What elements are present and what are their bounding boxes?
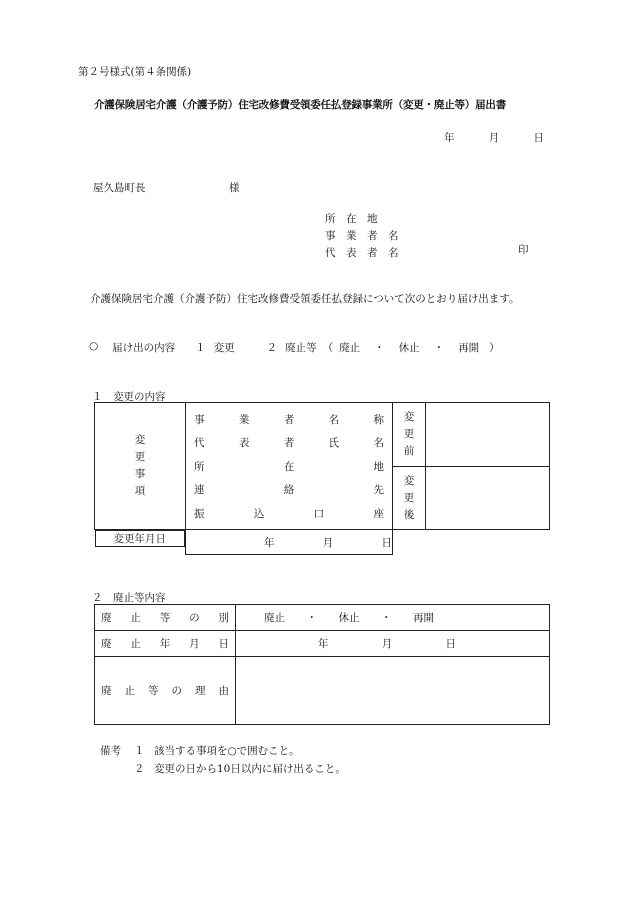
type-option-suspend[interactable]: 休止	[338, 612, 360, 624]
submission-date	[444, 130, 544, 145]
change-items-category: 変 更 事 項	[95, 403, 186, 530]
option-2-number: ２	[266, 342, 278, 354]
item-contact: 連 絡 先	[194, 484, 384, 496]
change-table	[94, 402, 550, 555]
item-representative-name: 代 表 者 氏 名	[194, 437, 384, 449]
item-business-name: 事 業 者 名 称	[194, 413, 384, 426]
sub-option-resume[interactable]: 再開	[458, 342, 480, 354]
after-change-field[interactable]	[426, 467, 550, 530]
change-date-field[interactable]: 年 月 日	[186, 530, 393, 555]
abolition-table	[94, 604, 550, 725]
remarks: 備考 １ 該当する事項を○で囲むこと。 ２ 変更の日から10日以内に届け出ること。	[100, 742, 346, 778]
address-label: 所 在 地	[325, 213, 378, 225]
applicant-block	[325, 210, 399, 261]
form-number: 第２号様式(第４条関係)	[78, 66, 192, 78]
after-change-label: 変 更 後	[393, 467, 426, 530]
day-label: 日	[533, 132, 544, 144]
option-abolition[interactable]: 廃止等	[285, 342, 317, 354]
notice-type-line	[89, 340, 514, 355]
paren-close: ）	[489, 342, 500, 354]
before-change-label: 変 更 前	[393, 403, 426, 467]
remarks-heading: 備考	[100, 745, 121, 757]
option-change[interactable]: 変更	[213, 342, 235, 354]
abolition-reason-field[interactable]	[236, 657, 550, 725]
addressee-name: 屋久島町長	[93, 182, 146, 194]
abolition-type-options[interactable]: 廃止 ・ 休止 ・ 再開	[236, 605, 550, 631]
abolition-reason-label: 廃 止 等 の 理 由	[95, 657, 236, 725]
before-change-field[interactable]	[426, 403, 550, 467]
type-option-abolish[interactable]: 廃止	[264, 612, 285, 624]
separator-dot: ・	[374, 342, 385, 354]
option-1-number: １	[195, 342, 206, 354]
seal-mark: 印	[518, 244, 529, 256]
abolition-date-label: 廃 止 年 月 日	[95, 631, 236, 657]
item-address: 所 在 地	[194, 460, 384, 473]
change-date-label: 変 更 年 月 日	[95, 530, 186, 547]
type-option-resume[interactable]: 再開	[413, 612, 434, 624]
remark-1: 該当する事項を○で囲むこと。	[154, 745, 300, 757]
section-2-heading: ２ 廃止等内容	[92, 592, 166, 604]
addressee-honorific: 様	[229, 182, 240, 194]
separator-dot: ・	[433, 342, 445, 354]
year-label: 年	[444, 132, 455, 144]
item-bank-account: 振 込 口 座	[194, 507, 384, 520]
abolition-type-label: 廃 止 等 の 別	[95, 605, 236, 631]
month-label: 月	[488, 132, 500, 144]
sub-option-abolish[interactable]: 廃止	[339, 342, 361, 354]
circle-mark: ○	[89, 340, 99, 352]
document-title: 介護保険居宅介護（介護予防）住宅改修費受領委任払登録事業所（変更・廃止等）届出書	[94, 99, 506, 111]
intro-text: 介護保険居宅介護（介護予防）住宅改修費受領委任払登録について次のとおり届け出ます。	[90, 293, 520, 305]
paren-open: （	[322, 342, 334, 354]
remark-2: 変更の日から10日以内に届け出ること。	[154, 763, 346, 775]
change-items-list	[186, 403, 393, 530]
abolition-date-field[interactable]: 年 月 日	[236, 631, 550, 657]
representative-label: 代 表 者 名	[325, 247, 399, 259]
notice-label: 届け出の内容	[112, 342, 176, 354]
sub-option-suspend[interactable]: 休止	[398, 342, 420, 354]
section-1-heading: １ 変更の内容	[92, 391, 166, 403]
business-name-label: 事 業 者 名	[325, 230, 399, 242]
